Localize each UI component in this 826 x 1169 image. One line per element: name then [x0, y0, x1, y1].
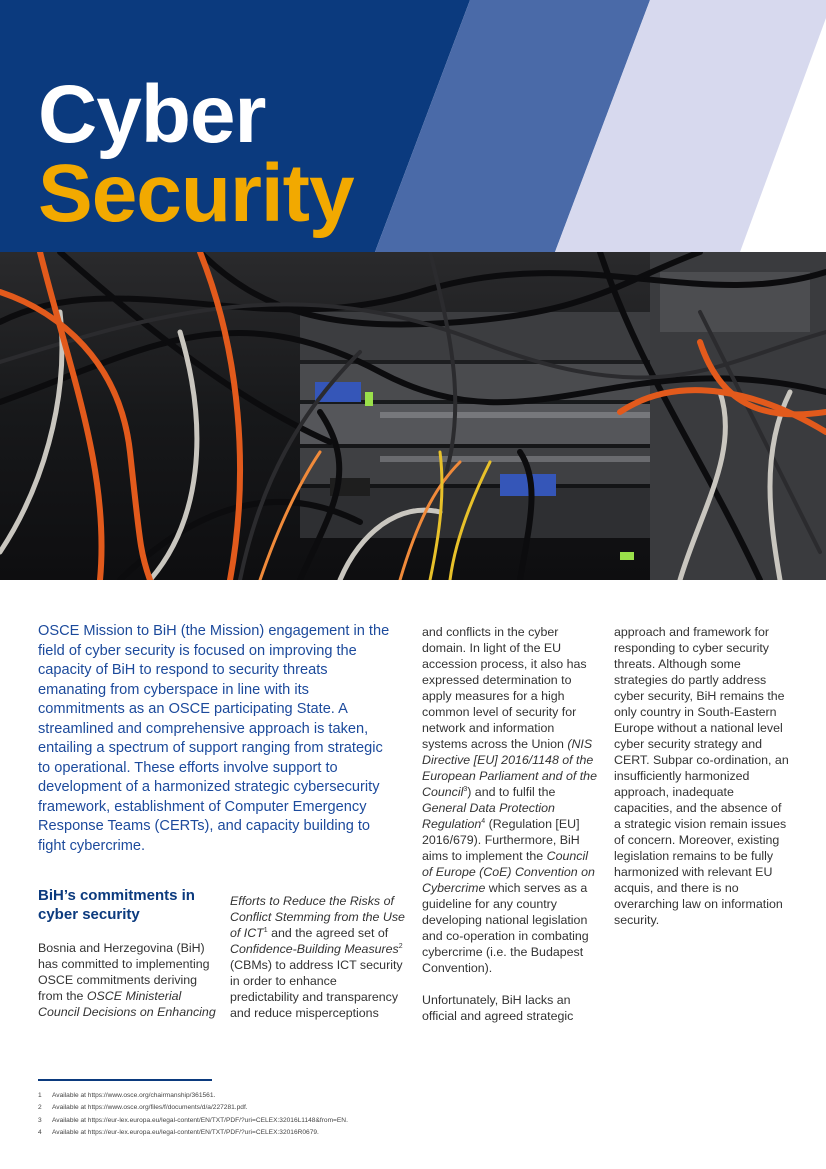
footnote-text: Available at https://www.osce.org/chairmanship/361561. — [52, 1092, 216, 1099]
footnote-text: Available at https://www.osce.org/files/f/documents/d/a/227281.pdf. — [52, 1104, 248, 1112]
footnotes-list — [38, 1090, 738, 1139]
photo-illustration — [0, 252, 826, 580]
footnote-item — [38, 1127, 738, 1139]
intro-paragraph: OSCE Mission to BiH (the Mission) engagement in the field of cyber security is focused on improving the capacity of BiH to respond to security threats emanating from cyberspace in line with its commitments as an OSCE participating State. A streamlined and comprehensive approach is taken, entailing a spectrum of support ranging from strategic to operational. These efforts involve support to development of a harmonized strategic cybersecurity framework, establishment of Computer Emergency Response Teams (CERTs), and capacity building to fight cybercrime. — [38, 623, 390, 854]
footnote-divider — [38, 1079, 212, 1081]
col2-italic-2: Confidence-Building Measures — [230, 942, 399, 956]
column-3 — [422, 624, 600, 1024]
footnote-item — [38, 1115, 738, 1127]
footnote-text: Available at https://eur-lex.europa.eu/legal-content/EN/TXT/PDF/?uri=CELEX:32016R0679. — [52, 1128, 319, 1136]
col1-text: Bosnia and Herzegovina (BiH) has committed to implementing OSCE commitments deriving from the — [38, 941, 210, 1003]
footnote-ref-4: 4 — [481, 817, 486, 825]
footnote-number: 3 — [38, 1116, 42, 1124]
col3-text-1: and conflicts in the cyber domain. In light of the EU accession process, it also has expressed determination to apply measures for a high common level of security for network and information systems across the Union — [422, 625, 587, 751]
col3-italic-2: General Data Protection Regulation — [422, 801, 555, 831]
server-cables-photo — [0, 252, 826, 580]
footnote-number: 4 — [38, 1128, 42, 1136]
column-4 — [614, 624, 790, 928]
col4-paragraph: approach and framework for responding to cyber security threats. Although some strategies do partly address cyber security, BiH remains the only country in South-Eastern Europe without a national level cyber security strategy and CERT. Subpar co-ordination, an insufficiently harmonized approach, inadequate capacities, and the absence of a strategic vision remain issues of concern. Moreover, existing legislation remains to be fully harmonized with relevant EU acquis, and there is no overarching law on information security. — [614, 625, 789, 927]
col2-text-2: (CBMs) to address ICT security in order to enhance predictability and transparency and reduce misperceptions — [230, 958, 403, 1020]
col3-italic-1: (NIS Directive [EU] 2016/1148 of the European Parliament and of the Council — [422, 737, 597, 799]
col2-text-1: and the agreed set of — [267, 926, 389, 940]
footnote-ref-3: 3 — [463, 785, 468, 793]
col3-paragraph-2: Unfortunately, BiH lacks an official and agreed strategic — [422, 993, 574, 1023]
footnote-item — [38, 1090, 738, 1102]
footnote-ref-1: 1 — [263, 926, 268, 934]
col2-paragraph — [230, 893, 408, 1021]
footnote-number: 2 — [38, 1104, 42, 1112]
footnote-ref-2: 2 — [398, 942, 403, 950]
header-banner — [0, 0, 826, 252]
col1-paragraph — [38, 940, 218, 1020]
col3-paragraph-1 — [422, 624, 600, 976]
col3-text-2: ) and to fulfil the — [467, 785, 556, 799]
col1-italic: OSCE Ministerial Council Decisions on Enhancing — [38, 989, 216, 1019]
col3-text-4: which serves as a guideline for any country developing national legislation and co-operation in combating cybercrime (i.e. the Budapest Convention). — [422, 881, 589, 975]
col3-italic-3: Council of Europe (CoE) Convention on Cybercrime — [422, 849, 595, 895]
footnote-number: 1 — [38, 1092, 42, 1099]
footnote-item — [38, 1102, 738, 1114]
title-cyber: Cyber — [38, 69, 266, 160]
section-heading: BiH’s commitments in cyber security — [38, 887, 195, 923]
column-2 — [230, 893, 408, 1021]
col2-italic-1: Efforts to Reduce the Risks of Conflict Stemming from the Use of ICT — [230, 894, 405, 940]
footnote-text: Available at https://eur-lex.europa.eu/legal-content/EN/TXT/PDF/?uri=CELEX:32016L1148&from=EN. — [52, 1116, 348, 1124]
column-1 — [38, 940, 218, 1020]
title-security: Security — [38, 148, 354, 239]
col3-text-3: (Regulation [EU] 2016/679). Furthermore, BiH aims to implement the — [422, 817, 580, 863]
